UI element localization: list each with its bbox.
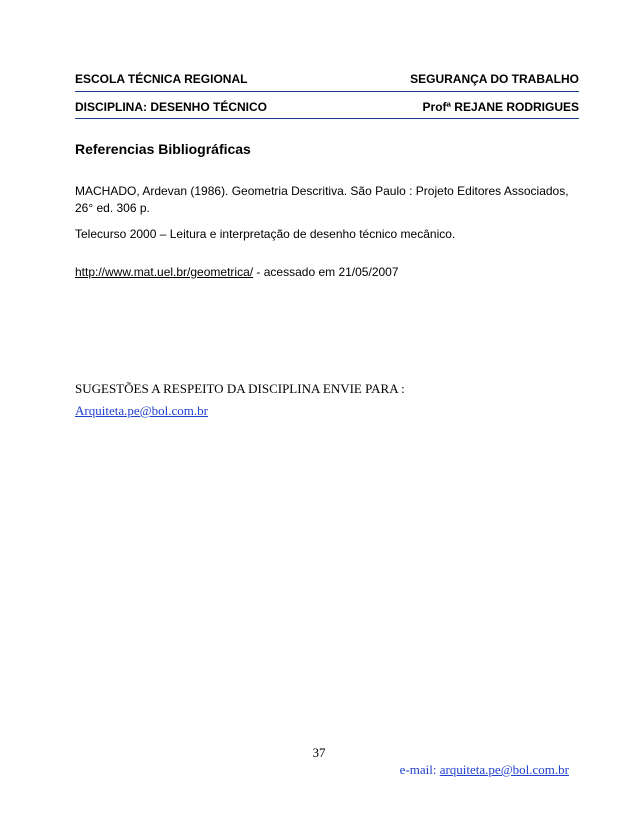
course-name: SEGURANÇA DO TRABALHO xyxy=(410,72,579,86)
section-title: Referencias Bibliográficas xyxy=(75,141,251,157)
suggestions-email-link[interactable]: Arquiteta.pe@bol.com.br xyxy=(75,403,208,418)
discipline-name: DISCIPLINA: DESENHO TÉCNICO xyxy=(75,100,268,114)
page-number: 37 xyxy=(312,745,326,760)
header-row-2 xyxy=(75,100,579,114)
suggestions-text: SUGESTÕES A RESPEITO DA DISCIPLINA ENVIE PARA : xyxy=(75,381,405,396)
footer-email-label: e-mail: xyxy=(399,762,440,777)
header-rule-1 xyxy=(75,91,579,92)
reference-access-date: - acessado em 21/05/2007 xyxy=(253,265,399,279)
teacher-name: Profª REJANE RODRIGUES xyxy=(422,100,579,114)
reference-item xyxy=(75,264,579,281)
header-row-1 xyxy=(75,72,579,86)
footer-email xyxy=(400,762,569,778)
school-name: ESCOLA TÉCNICA REGIONAL xyxy=(75,72,248,86)
header-rule-2 xyxy=(75,118,579,119)
footer-email-link[interactable]: arquiteta.pe@bol.com.br xyxy=(439,762,569,777)
reference-item: MACHADO, Ardevan (1986). Geometria Descritiva. São Paulo : Projeto Editores Associados, 26° ed. 306 p. xyxy=(75,184,569,215)
reference-link[interactable]: http://www.mat.uel.br/geometrica/ xyxy=(75,265,254,279)
reference-item: Telecurso 2000 – Leitura e interpretação de desenho técnico mecânico. xyxy=(75,227,456,241)
